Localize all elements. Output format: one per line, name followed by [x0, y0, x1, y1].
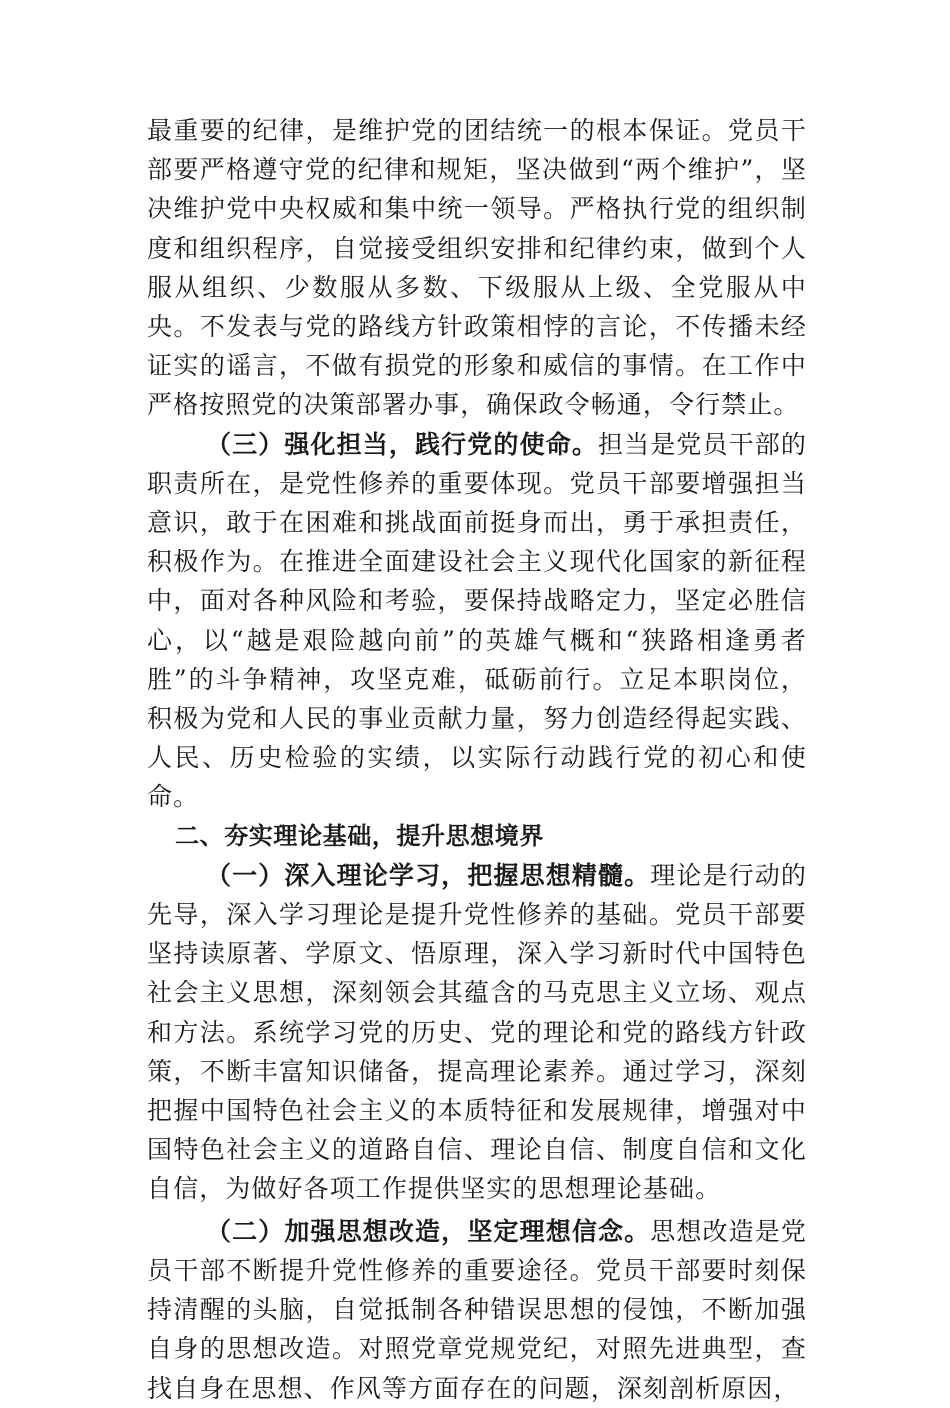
body-paragraph-section-3 [147, 425, 807, 817]
paragraph-lead: （三）强化担当，践行党的使命。 [206, 429, 598, 459]
section-heading-2: 二、夯实理论基础，提升思想境界 [175, 821, 544, 850]
document-page [147, 111, 807, 1408]
body-paragraph-subsection-2 [147, 1212, 807, 1408]
body-paragraph-subsection-1 [147, 856, 807, 1209]
paragraph-text: 理论是行动的先导，深入学习理论是提升党性修养的基础。党员干部要坚持读原著、学原文、悟原理，深入学习新时代中国特色社会主义思想，深刻领会其蕴含的马克思主义立场、观点和方法。系统学习党的历史、党的理论和党的路线方针政策，不断丰富知识储备，提高理论素养。通过学习，深刻把握中国特色社会主义的本质特征和发展规律，增强对中国特色社会主义的道路自信、理论自信、制度自信和文化自信，为做好各项工作提供坚实的思想理论基础。 [147, 860, 807, 1204]
paragraph-lead: （一）深入理论学习，把握思想精髓。 [206, 860, 651, 890]
paragraph-text: 最重要的纪律，是维护党的团结统一的根本保证。党员干部要严格遵守党的纪律和规矩，坚决做到“两个维护”，坚决维护党中央权威和集中统一领导。严格执行党的组织制度和组织程序，自觉接受组织安排和纪律约束，做到个人服从组织、少数服从多数、下级服从上级、全党服从中央。不发表与党的路线方针政策相悖的言论，不传播未经证实的谣言，不做有损党的形象和威信的事情。在工作中严格按照党的决策部署办事，确保政令畅通，令行禁止。 [147, 116, 807, 420]
body-paragraph-continued [147, 111, 807, 425]
paragraph-text: 思想改造是党员干部不断提升党性修养的重要途径。党员干部要时刻保持清醒的头脑，自觉抵制各种错误思想的侵蚀，不断加强自身的思想改造。对照党章党规党纪，对照先进典型，查找自身在思想、作风等方面存在的问题，深刻剖析原因， [147, 1216, 807, 1403]
paragraph-text: 担当是党员干部的职责所在，是党性修养的重要体现。党员干部要增强担当意识，敢于在困难和挑战面前挺身而出，勇于承担责任，积极作为。在推进全面建设社会主义现代化国家的新征程中，面对各种风险和考验，要保持战略定力，坚定必胜信心，以“越是艰险越向前”的英雄气概和“狭路相逢勇者胜”的斗争精神，攻坚克难，砥砺前行。立足本职岗位，积极为党和人民的事业贡献力量，努力创造经得起实践、人民、历史检验的实绩，以实际行动践行党的初心和使命。 [147, 429, 807, 812]
paragraph-lead: （二）加强思想改造，坚定理想信念。 [206, 1216, 651, 1246]
